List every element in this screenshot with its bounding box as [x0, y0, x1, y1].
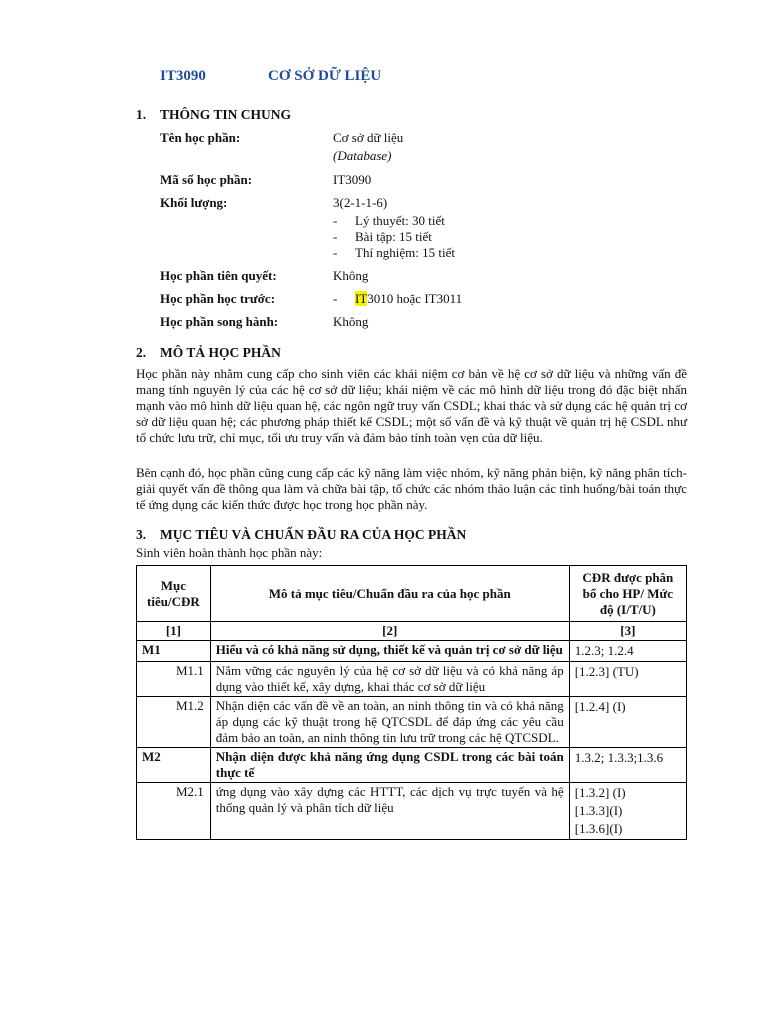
section-1-heading	[136, 107, 291, 123]
table-row	[137, 662, 687, 697]
header-cell: CĐR được phân bổ cho HP/ Mức độ (I/T/U)	[569, 566, 686, 622]
section-number: 3.	[136, 527, 147, 542]
highlighted-text: IT	[355, 291, 368, 306]
objective-description: Hiểu và có khả năng sử dụng, thiết kế và quản trị cơ sở dữ liệu	[210, 641, 569, 662]
section-3-heading	[136, 527, 466, 543]
course-code-label: Mã số học phần:	[160, 172, 253, 187]
corequisite-value: Không	[333, 314, 369, 329]
index-cell: [1]	[137, 622, 211, 641]
credits-label: Khối lượng:	[160, 195, 228, 210]
table-row	[137, 748, 687, 783]
corequisite-label: Học phần song hành:	[160, 314, 279, 329]
table-row	[137, 641, 687, 662]
section-title: MÔ TẢ HỌC PHẦN	[160, 345, 281, 360]
table-header-row	[137, 566, 687, 622]
prerequisite-label: Học phần tiên quyết:	[160, 268, 277, 283]
header-cell: Mục tiêu/CĐR	[137, 566, 211, 622]
section-number: 1.	[136, 107, 147, 122]
objective-description: Nhận diện được khả năng ứng dụng CSDL trong các bài toán thực tế	[210, 748, 569, 783]
table-row	[137, 783, 687, 840]
course-code-title: IT3090	[160, 68, 206, 84]
index-cell: [2]	[210, 622, 569, 641]
course-code-value: IT3090	[333, 172, 372, 187]
objective-cdr: [1.3.2] (I) [1.3.3](I) [1.3.6](I)	[569, 783, 686, 840]
objective-cdr: [1.2.3] (TU)	[569, 662, 686, 697]
section-2-heading	[136, 345, 281, 361]
table-index-row	[137, 622, 687, 641]
objective-id: M1	[137, 641, 211, 662]
objectives-table	[136, 565, 687, 840]
credits-value: 3(2-1-1-6)	[333, 195, 388, 210]
objectives-intro: Sinh viên hoàn thành học phần này:	[136, 545, 323, 560]
section-number: 2.	[136, 345, 147, 360]
credits-item: - Bài tập: 15 tiết	[333, 229, 432, 244]
course-name-english: (Database)	[333, 148, 392, 163]
objective-description: Nhận diện các vấn đề về an toàn, an ninh thông tin và có khả năng áp dụng các kỹ thuật trong hệ QTCSDL để đáp ứng các yêu cầu đảm bảo an toàn, an ninh thông tin lưu trữ trong các hệ QTCSDL.	[210, 697, 569, 748]
table-row	[137, 697, 687, 748]
course-name-title: CƠ SỞ DỮ LIỆU	[268, 68, 382, 84]
index-cell: [3]	[569, 622, 686, 641]
objective-description: Nắm vững các nguyên lý của hệ cơ sở dữ liệu và có khả năng áp dụng vào thiết kế, xây dựng, khai thác cơ sở dữ liệu	[210, 662, 569, 697]
objective-cdr: [1.2.4] (I)	[569, 697, 686, 748]
credits-item: - Thí nghiệm: 15 tiết	[333, 245, 456, 260]
section-title: THÔNG TIN CHUNG	[160, 107, 292, 122]
section-title: MỤC TIÊU VÀ CHUẨN ĐẦU RA CỦA HỌC PHẦN	[160, 527, 467, 542]
credits-item: - Lý thuyết: 30 tiết	[333, 213, 445, 228]
prior-course-label: Học phần học trước:	[160, 291, 276, 306]
course-name-label: Tên học phần:	[160, 130, 241, 145]
course-name-value: Cơ sở dữ liệu	[333, 130, 404, 145]
header-cell: Mô tả mục tiêu/Chuẩn đầu ra của học phần	[210, 566, 569, 622]
prerequisite-value: Không	[333, 268, 369, 283]
objective-id: M2.1	[137, 783, 211, 840]
objective-id: M2	[137, 748, 211, 783]
prior-course-value: - IT3010 hoặc IT3011	[333, 291, 463, 306]
objective-id: M1.2	[137, 697, 211, 748]
description-paragraph-1: Học phần này nhằm cung cấp cho sinh viên các khái niệm cơ bản về hệ cơ sở dữ liệu và những vấn đề mang tính nguyên lý của các hệ cơ sở dữ liệu; khái niệm về các mô hình dữ liệu trong đó đặc biệt nhấn mạnh vào mô hình dữ liệu quan hệ, các ngôn ngữ truy vấn CSDL; khai thác và sử dụng các hệ quản trị cơ sở dữ liệu quan hệ; các phương pháp thiết kế CSDL; một số vấn đề và kỹ thuật về quản trị hệ CSDL như tổ chức lưu trữ, chỉ mục, tối ưu truy vấn và đảm bảo tính toàn vẹn của dữ liệu.	[136, 366, 687, 445]
objective-cdr: 1.3.2; 1.3.3;1.3.6	[569, 748, 686, 783]
objective-id: M1.1	[137, 662, 211, 697]
objective-cdr: 1.2.3; 1.2.4	[569, 641, 686, 662]
objective-description: ứng dụng vào xây dựng các HTTT, các dịch vụ trực tuyến và hệ thống quản lý và phân tích dữ liệu	[210, 783, 569, 840]
description-paragraph-2: Bên cạnh đó, học phần cũng cung cấp các kỹ năng làm việc nhóm, kỹ năng phản biện, kỹ năng phân tích-giải quyết vấn đề thông qua làm và chữa bài tập, tổ chức các nhóm thảo luận các tình huống/bài toán thực tế ứng dụng các kiến thức được học trong học phần này.	[136, 465, 687, 512]
